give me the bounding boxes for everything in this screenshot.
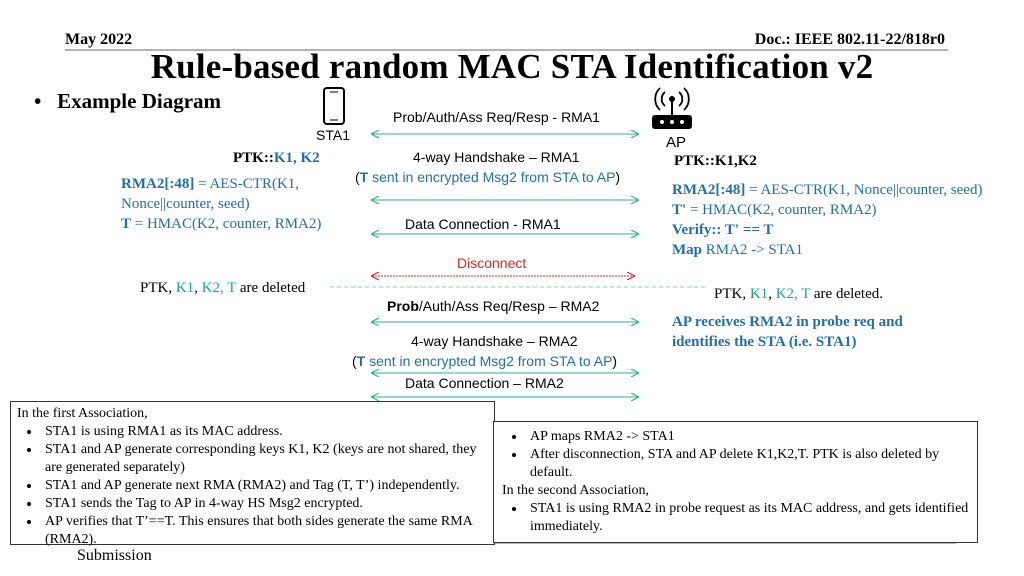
bullet-heading-row <box>34 89 221 114</box>
list-item: • STA1 sends the Tag to AP in 4-way HS Msg2 encrypted. <box>41 495 489 513</box>
bullet-heading: Example Diagram <box>57 89 222 113</box>
msg-data-rma2: Data Connection – RMA2 <box>405 375 564 391</box>
msg-4way-rma2: 4-way Handshake – RMA2 <box>411 333 578 349</box>
sta-derivation: RMA2[:48] = AES-CTR(K1, Nonce||counter, seed) T = HMAC(K2, counter, RMA2) <box>121 176 322 232</box>
first-association-intro: In the first Association, <box>17 406 148 421</box>
header-doc: Doc.: IEEE 802.11-22/818r0 <box>754 31 945 48</box>
msg-t-sent-1: (T sent in encrypted Msg2 from STA to AP) <box>355 169 621 185</box>
second-association-box <box>493 421 978 543</box>
first-association-box <box>10 401 495 545</box>
list-item: • After disconnection, STA and AP delete K1,K2,T. PTK is also deleted by default. <box>526 446 972 482</box>
list-item: • STA1 and AP generate corresponding keys K1, K2 (keys are not shared, they are generated separately) <box>41 441 489 477</box>
msg-prob-rma2: Prob/Auth/Ass Req/Resp – RMA2 <box>387 298 600 314</box>
list-item: • STA1 and AP generate next RMA (RMA2) and Tag (T, T’) independently. <box>41 477 489 495</box>
ap-derivation: RMA2[:48] = AES-CTR(K1, Nonce||counter, seed) T' = HMAC(K2, counter, RMA2) Verify:: T' == T Map RMA2 -> STA1 <box>672 182 983 258</box>
footer-submission: Submission <box>77 547 152 564</box>
sta-deleted: PTK, K1, K2, T are deleted <box>140 280 306 296</box>
msg-disconnect: Disconnect <box>457 255 527 271</box>
sta-label: STA1 <box>316 127 350 143</box>
second-association-list-a <box>502 428 972 482</box>
list-item: • AP maps RMA2 -> STA1 <box>526 428 972 446</box>
msg-prob-rma1: Prob/Auth/Ass Req/Resp - RMA1 <box>393 109 600 125</box>
header-date: May 2022 <box>65 31 133 48</box>
page-title: Rule-based random MAC STA Identification v2 <box>150 47 874 86</box>
list-item: • STA1 is using RMA1 as its MAC address. <box>41 423 489 441</box>
phone-icon <box>324 88 344 124</box>
ap-deleted: PTK, K1, K2, T are deleted. <box>714 286 884 302</box>
ap-ptk: PTK::K1,K2 <box>674 153 757 169</box>
second-association-intro: In the second Association, <box>502 483 649 498</box>
ap-receives: AP receives RMA2 in probe req and identifies the STA (i.e. STA1) <box>672 314 903 350</box>
list-item: • AP verifies that T’==T. This ensures that both sides generate the same RMA (RMA2). <box>41 513 489 549</box>
bullet-dot: • <box>34 89 58 113</box>
list-item: • STA1 is using RMA2 in probe request as its MAC address, and gets identified immediately. <box>526 500 972 536</box>
second-association-list-b <box>502 500 972 536</box>
ap-label: AP <box>666 134 687 151</box>
sta-ptk: PTK::K1, K2 <box>233 150 320 166</box>
first-association-list <box>17 423 489 549</box>
msg-4way-rma1: 4-way Handshake – RMA1 <box>413 149 580 165</box>
router-icon <box>652 88 692 129</box>
msg-t-sent-2: (T sent in encrypted Msg2 from STA to AP) <box>352 353 618 369</box>
msg-data-rma1: Data Connection - RMA1 <box>405 216 561 232</box>
